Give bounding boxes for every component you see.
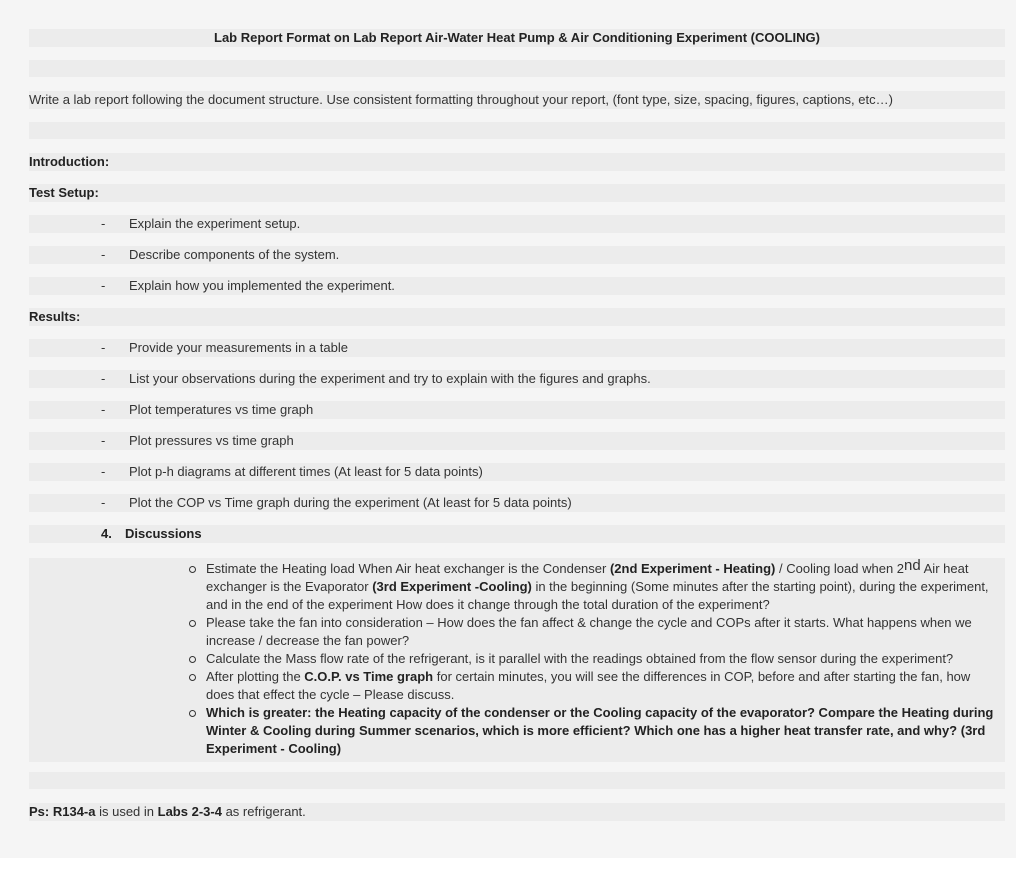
question-text: in the beginning (Some minutes after the starting point), during the experiment, and in the end of the experiment How does it change through the total duration of the experiment? xyxy=(206,579,989,612)
dash-marker: - xyxy=(101,371,106,386)
dash-marker: - xyxy=(101,402,106,417)
question-text: Calculate the Mass flow rate of the refrigerant, is it parallel with the readings obtained from the flow sensor during the experiment? xyxy=(206,651,954,666)
footnote-text: as refrigerant. xyxy=(221,804,306,819)
dash-marker: - xyxy=(101,216,106,231)
list-item-text: Plot the COP vs Time graph during the experiment (At least for 5 data points) xyxy=(129,495,572,510)
section-results: Results: xyxy=(29,308,1005,326)
bullet-icon xyxy=(189,566,196,573)
question-text: Which is greater: the Heating capacity of the condenser or the Cooling capacity of the evaporator? Compare the Heating during Winter & Cooling during Summer scenarios, which is more efficient? Which one has a higher heat transfer rate, and why? (3rd Experiment - Cooling) xyxy=(206,705,994,756)
list-item-text: Plot temperatures vs time graph xyxy=(129,402,314,417)
list-item-text: Explain how you implemented the experiment. xyxy=(129,278,395,293)
section-discussions xyxy=(29,525,1005,543)
emphasis-text: C.O.P. vs Time graph xyxy=(304,669,434,684)
footnote xyxy=(29,803,1005,821)
section-label: Discussions xyxy=(125,526,202,541)
instructions-text: Write a lab report following the document structure. Use consistent formatting throughout your report, (font type, size, spacing, figures, captions, etc…) xyxy=(29,91,1005,109)
dash-marker: - xyxy=(101,247,106,262)
list-item xyxy=(206,668,1001,704)
list-item xyxy=(206,614,1001,650)
dash-marker: - xyxy=(101,495,106,510)
emphasis-text: (3rd Experiment -Cooling) xyxy=(372,579,532,594)
list-item-text: Describe components of the system. xyxy=(129,247,340,262)
footnote-text: is used in xyxy=(95,804,158,819)
superscript: nd xyxy=(904,557,921,574)
dash-marker: - xyxy=(101,433,106,448)
refrigerant-name: R134-a xyxy=(52,804,96,819)
blank-line xyxy=(29,60,1005,77)
list-item xyxy=(29,277,1005,295)
list-item xyxy=(29,370,1005,388)
question-text: for certain minutes, you will see the differences in COP, before and after starting the fan, how does that effect the cycle – Please discuss. xyxy=(206,669,971,702)
labs-list: Labs 2-3-4 xyxy=(157,804,222,819)
dash-marker: - xyxy=(101,278,106,293)
list-item-text: Provide your measurements in a table xyxy=(129,340,348,355)
list-item xyxy=(29,463,1005,481)
dash-marker: - xyxy=(101,464,106,479)
list-item xyxy=(29,246,1005,264)
bullet-icon xyxy=(189,674,196,681)
bullet-icon xyxy=(189,656,196,663)
list-item-text: Plot pressures vs time graph xyxy=(129,433,294,448)
blank-line xyxy=(29,772,1005,789)
dash-marker: - xyxy=(101,340,106,355)
section-introduction: Introduction: xyxy=(29,153,1005,171)
emphasis-text: (2nd Experiment - Heating) xyxy=(609,561,776,576)
bullet-icon xyxy=(189,710,196,717)
list-item xyxy=(206,557,1001,614)
blank-line xyxy=(29,122,1005,139)
discussion-questions xyxy=(29,558,1005,762)
question-text: Please take the fan into consideration – How does the fan affect & change the cycle and COPs after it starts. What happens when we increase / decrease the fan power? xyxy=(206,615,972,648)
footnote-prefix: Ps: xyxy=(29,804,53,819)
list-item xyxy=(29,432,1005,450)
list-item-text: Plot p-h diagrams at different times (At least for 5 data points) xyxy=(129,464,483,479)
question-text: After plotting the xyxy=(206,669,305,684)
question-text: Air heat exchanger is the Evaporator xyxy=(206,561,969,594)
section-test-setup: Test Setup: xyxy=(29,184,1005,202)
list-item-text: Explain the experiment setup. xyxy=(129,216,301,231)
question-text: / Cooling load when 2 xyxy=(775,561,905,576)
list-item xyxy=(206,650,1001,668)
section-number: 4. xyxy=(101,526,112,541)
list-item xyxy=(29,215,1005,233)
list-item xyxy=(29,401,1005,419)
list-item xyxy=(29,494,1005,512)
list-item xyxy=(29,339,1005,357)
bullet-icon xyxy=(189,620,196,627)
list-item-text: List your observations during the experiment and try to explain with the figures and graphs. xyxy=(129,371,651,386)
document-title: Lab Report Format on Lab Report Air-Water Heat Pump & Air Conditioning Experiment (COOLING) xyxy=(29,29,1005,47)
question-text: Estimate the Heating load When Air heat exchanger is the Condenser xyxy=(206,561,610,576)
list-item xyxy=(206,704,1001,758)
